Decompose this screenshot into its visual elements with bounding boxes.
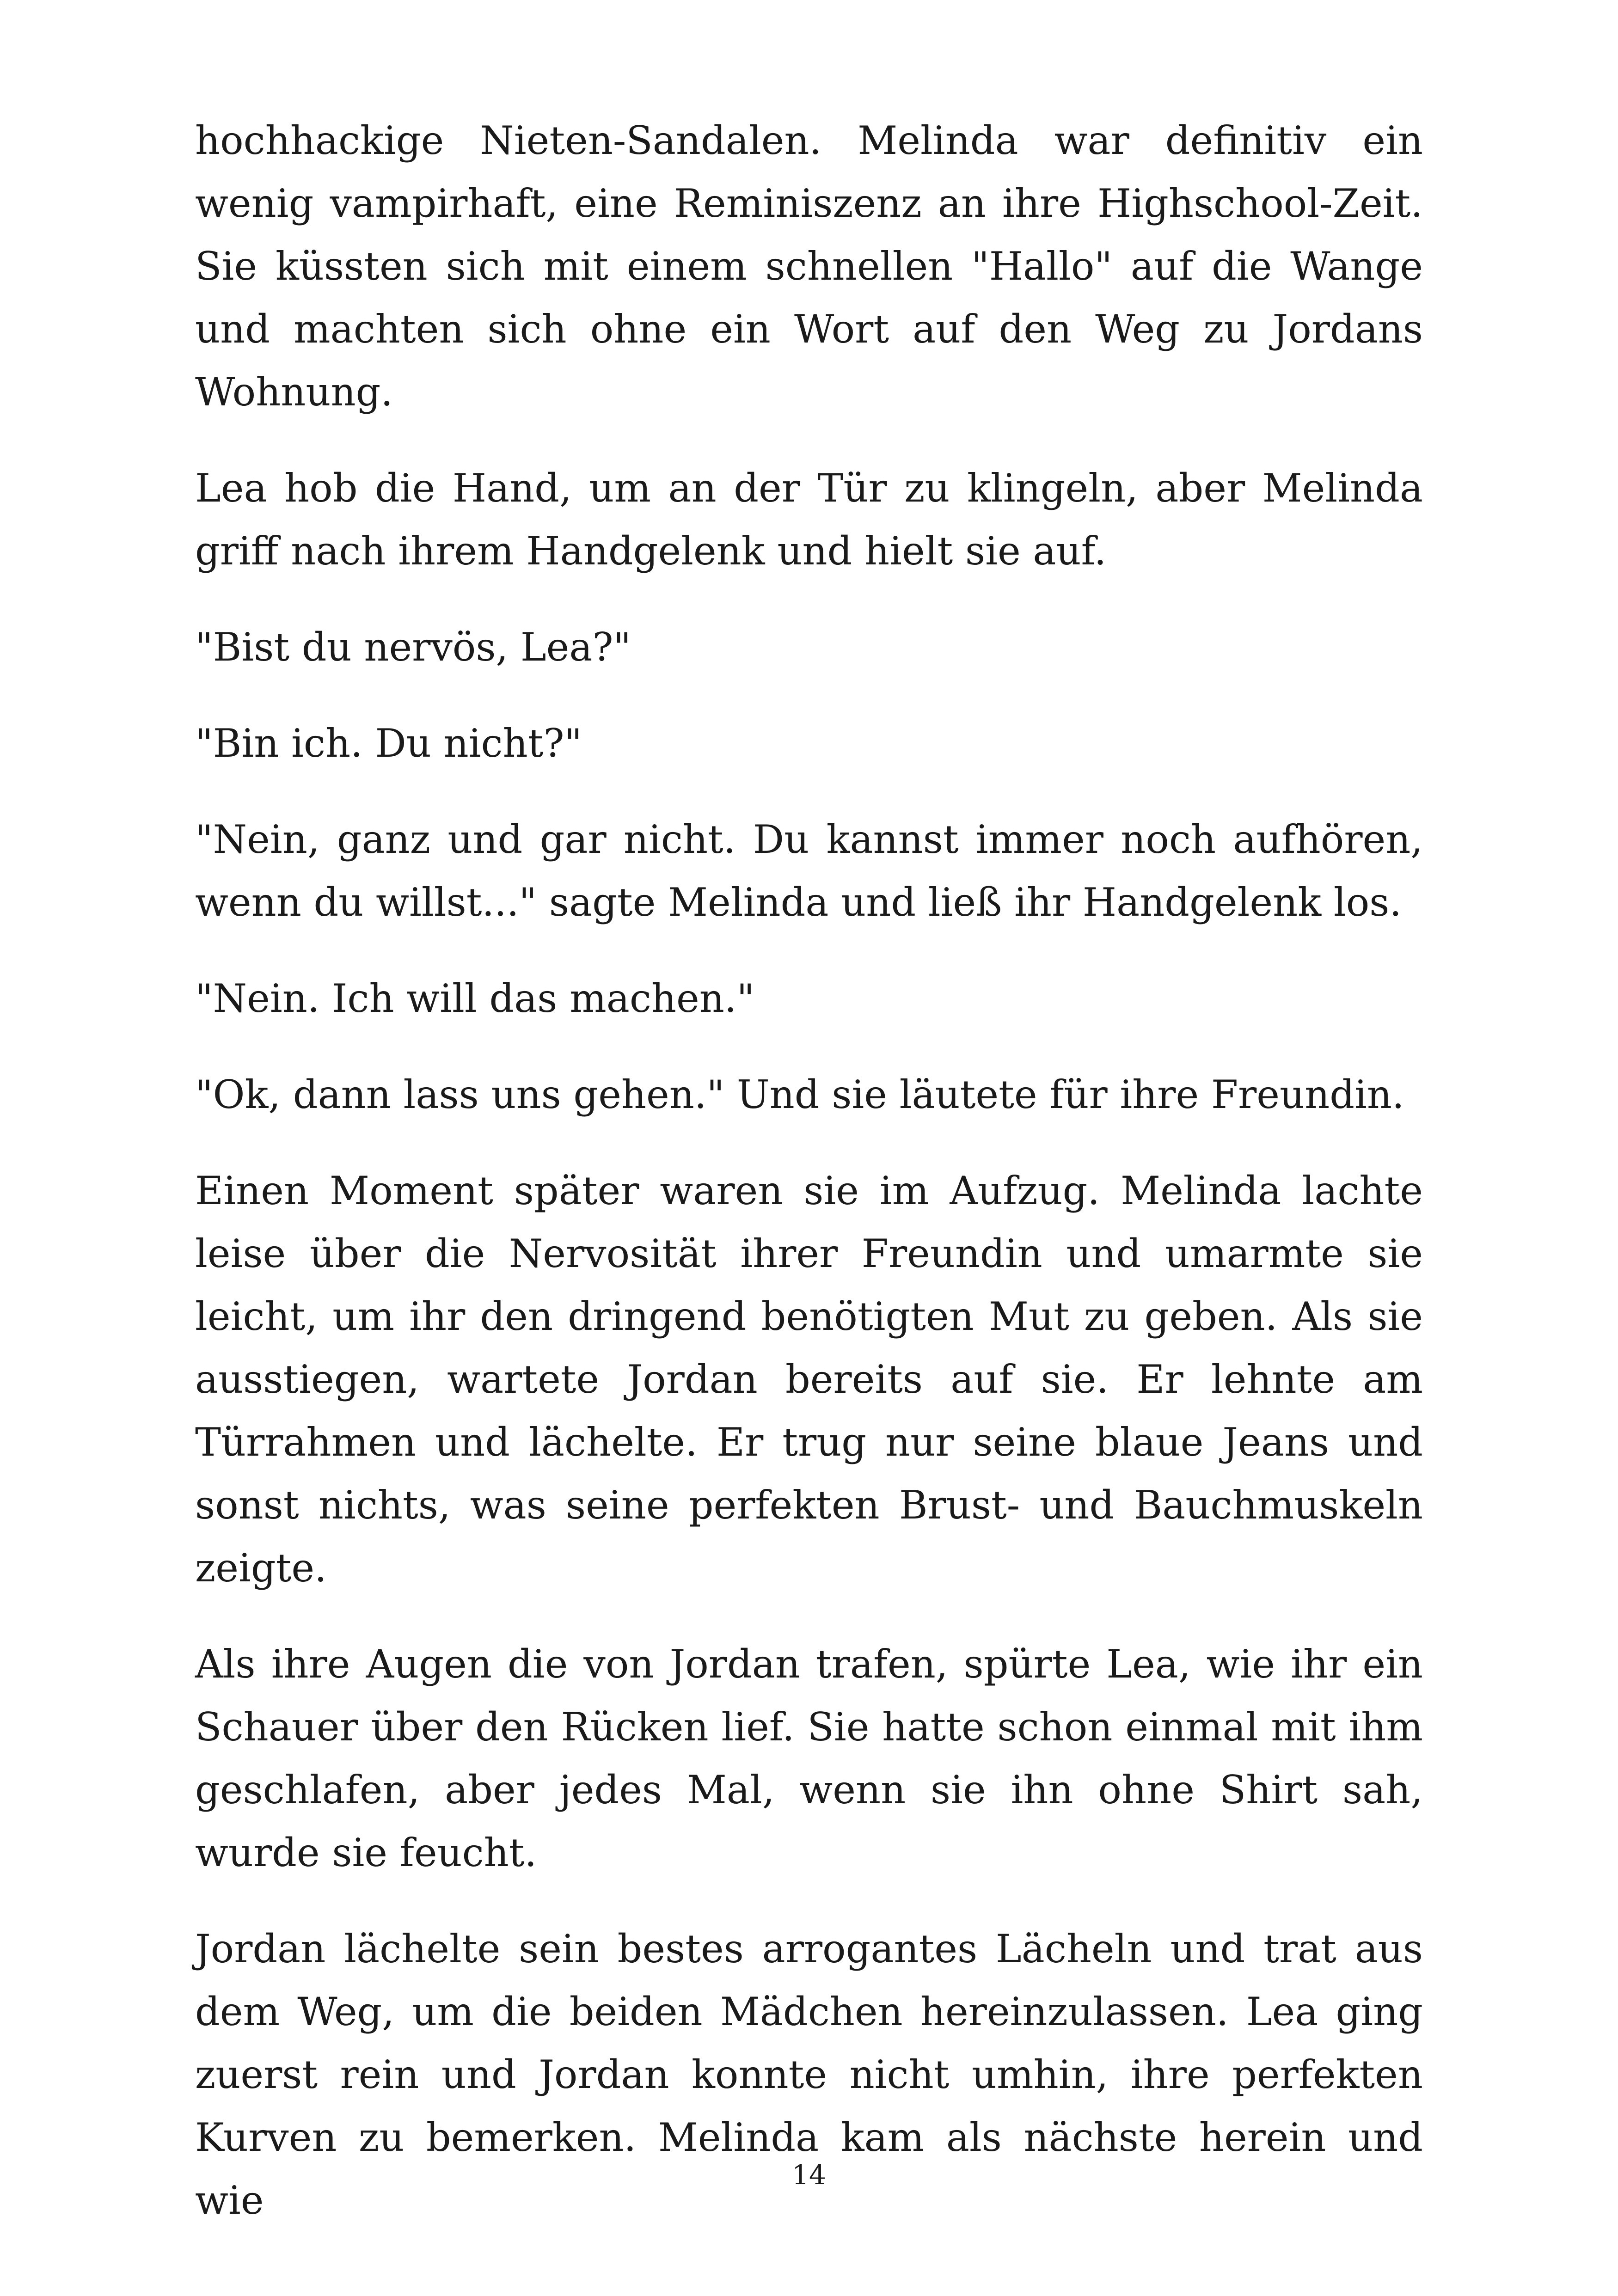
paragraph: "Bist du nervös, Lea?": [195, 625, 631, 670]
paragraph: Jordan lächelte sein bestes arrogantes Lächeln und trat aus dem Weg, um die beiden Mädchen hereinzulassen. Lea ging zuerst rein und Jordan konnte nicht umhin, ihre perfekten Kurven zu bemerken. Melinda kam als nächste herein und wie: [195, 1926, 1423, 2223]
paragraph: "Ok, dann lass uns gehen." Und sie läutete für ihre Freundin.: [195, 1072, 1404, 1117]
paragraph: Lea hob die Hand, um an der Tür zu klingeln, aber Melinda griff nach ihrem Handgelenk und hielt sie auf.: [195, 465, 1423, 574]
paragraph: Als ihre Augen die von Jordan trafen, spürte Lea, wie ihr ein Schauer über den Rücken lief. Sie hatte schon einmal mit ihm geschlafen, aber jedes Mal, wenn sie ihn ohne Shirt sah, wurde sie feucht.: [195, 1641, 1423, 1875]
body-text: [195, 109, 1423, 2265]
paragraph: "Bin ich. Du nicht?": [195, 721, 582, 766]
paragraph: "Nein, ganz und gar nicht. Du kannst immer noch aufhören, wenn du willst..." sagte Melinda und ließ ihr Handgelenk los.: [195, 817, 1423, 925]
page-number: 14: [792, 2159, 826, 2191]
paragraph: hochhackige Nieten-Sandalen. Melinda war definitiv ein wenig vampirhaft, eine Reminiszenz an ihre Highschool-Zeit. Sie küssten sich mit einem schnellen "Hallo" auf die Wange und machten sich ohne ein Wort auf den Weg zu Jordans Wohnung.: [195, 118, 1423, 415]
paragraph: Einen Moment später waren sie im Aufzug. Melinda lachte leise über die Nervosität ihrer Freundin und umarmte sie leicht, um ihr den dringend benötigten Mut zu geben. Als sie ausstiegen, wartete Jordan bereits auf sie. Er lehnte am Türrahmen und lächelte. Er trug nur seine blaue Jeans und sonst nichts, was seine perfekten Brust- und Bauchmuskeln zeigte.: [195, 1168, 1423, 1591]
paragraph: "Nein. Ich will das machen.": [195, 976, 755, 1021]
